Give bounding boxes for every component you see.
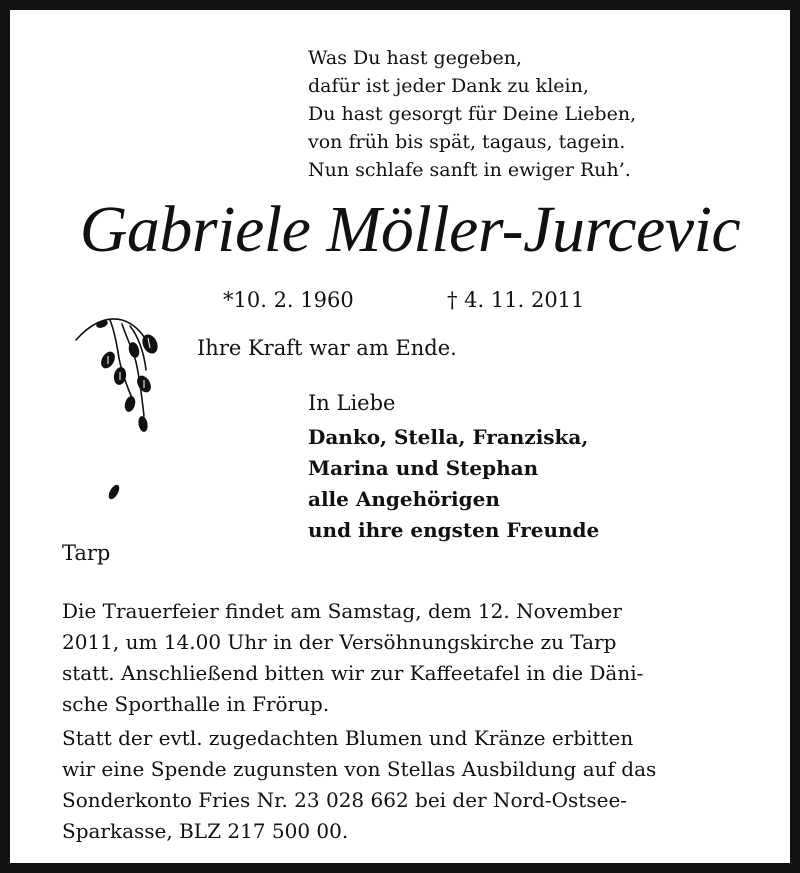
birch-branch-icon bbox=[70, 306, 170, 516]
poem-line: Du hast gesorgt für Deine Lieben, bbox=[308, 103, 637, 125]
mourner-line: Danko, Stella, Franziska, bbox=[308, 425, 589, 449]
paragraph-line: Die Trauerfeier findet am Samstag, dem 12. November bbox=[62, 599, 622, 623]
paragraph-line: Sparkasse, BLZ 217 500 00. bbox=[62, 819, 349, 843]
paragraph-line: sche Sporthalle in Frörup. bbox=[62, 692, 330, 716]
poem-line: Nun schlafe sanft in ewiger Ruh’. bbox=[308, 159, 631, 181]
paragraph-line: Statt der evtl. zugedachten Blumen und Kränze erbitten bbox=[62, 726, 634, 750]
paragraph-line: 2011, um 14.00 Uhr in der Versöhnungskirche zu Tarp bbox=[62, 630, 617, 654]
birth-date: *10. 2. 1960 bbox=[223, 288, 354, 312]
deceased-name: Gabriele Möller-Jurcevic bbox=[79, 193, 741, 266]
mourner-line: Marina und Stephan bbox=[308, 456, 539, 480]
paragraph-line: statt. Anschließend bitten wir zur Kaffeetafel in die Däni- bbox=[62, 661, 644, 685]
paragraph-line: wir eine Spende zugunsten von Stellas Ausbildung auf das bbox=[62, 757, 657, 781]
mourner-line: und ihre engsten Freunde bbox=[308, 518, 600, 542]
paragraph-line: Sonderkonto Fries Nr. 23 028 662 bei der Nord-Ostsee- bbox=[62, 788, 628, 812]
poem-line: dafür ist jeder Dank zu klein, bbox=[308, 75, 589, 97]
death-date: † 4. 11. 2011 bbox=[447, 288, 585, 312]
tagline: Ihre Kraft war am Ende. bbox=[197, 336, 457, 360]
poem-line: Was Du hast gegeben, bbox=[308, 47, 522, 69]
mourner-line: alle Angehörigen bbox=[308, 487, 500, 511]
funeral-paragraph bbox=[62, 596, 762, 720]
donation-paragraph bbox=[62, 723, 762, 847]
place: Tarp bbox=[62, 541, 111, 565]
poem-line: von früh bis spät, tagaus, tagein. bbox=[308, 131, 626, 153]
mourners-list bbox=[308, 422, 599, 546]
poem bbox=[308, 44, 708, 184]
mourners-label: In Liebe bbox=[308, 391, 396, 415]
